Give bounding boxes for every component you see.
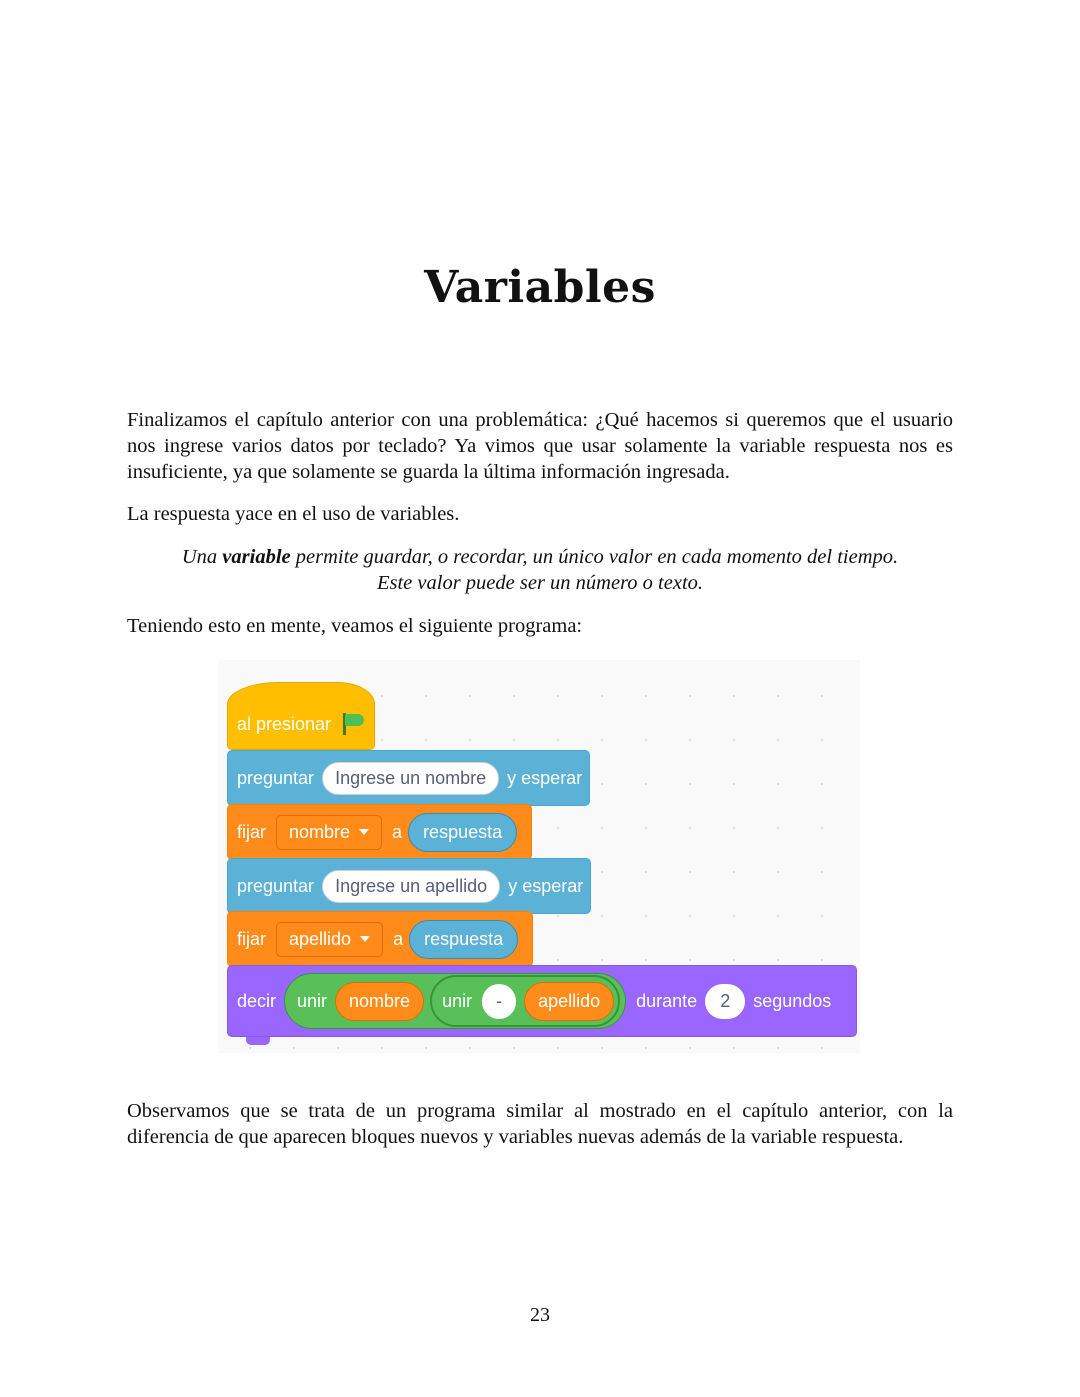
seconds-label: segundos: [753, 990, 832, 1011]
say-label: decir: [237, 990, 277, 1011]
block-bottom-notch: [246, 1037, 270, 1045]
quote-second-line: Este valor puede ser un número o texto.: [376, 572, 704, 594]
set-apellido-block[interactable]: [227, 911, 533, 967]
lead-in-paragraph: Teniendo esto en mente, veamos el siguiente programa:: [127, 615, 583, 637]
set-label: fijar: [237, 821, 267, 842]
set-nombre-block[interactable]: [227, 804, 532, 860]
definition-quote: [127, 544, 953, 596]
ask-surname-input[interactable]: Ingrese un apellido: [322, 870, 500, 903]
scratch-code-canvas: [218, 660, 860, 1053]
page-number: 23: [530, 1304, 550, 1326]
ask-suffix: y esperar: [508, 875, 584, 896]
join-label: unir: [297, 990, 328, 1011]
quote-keyword: variable: [222, 546, 291, 568]
hat-label: al presionar: [237, 714, 332, 734]
quote-text-end: permite guardar, o recordar, un único valor en cada momento del tiempo.: [290, 546, 899, 568]
variable-dropdown[interactable]: [276, 922, 383, 957]
join-operator-inner[interactable]: [430, 975, 620, 1027]
set-connector: a: [393, 928, 404, 949]
seconds-input[interactable]: 2: [705, 984, 745, 1019]
answer-reporter[interactable]: respuesta: [409, 920, 518, 959]
apellido-reporter[interactable]: apellido: [524, 982, 614, 1021]
closing-paragraph: Observamos que se trata de un programa similar al mostrado en el capítulo anterior, con la diferencia de que aparecen bloques nuevos y variables nuevas además de la variable respuesta.: [127, 1100, 953, 1148]
join-label: unir: [442, 990, 473, 1011]
set-label: fijar: [237, 928, 267, 949]
chevron-down-icon: [359, 829, 369, 835]
page-title: Variables: [424, 262, 656, 313]
answer-reporter[interactable]: respuesta: [408, 813, 517, 852]
ask-name-block[interactable]: [227, 750, 590, 806]
join-operator-outer[interactable]: [284, 973, 626, 1029]
duration-label: durante: [636, 990, 698, 1011]
separator-input[interactable]: -: [482, 984, 516, 1019]
green-flag-icon: [341, 713, 365, 735]
ask-suffix: y esperar: [507, 767, 583, 788]
quote-text-start: Una: [181, 546, 223, 568]
answer-paragraph: La respuesta yace en el uso de variables.: [127, 503, 460, 525]
nombre-reporter[interactable]: nombre: [335, 982, 424, 1021]
ask-label: preguntar: [237, 767, 315, 788]
intro-paragraph: Finalizamos el capítulo anterior con una problemática: ¿Qué hacemos si queremos que el usuario nos ingrese varios datos por teclado? Ya vimos que usar solamente la variable respuesta nos es insuficiente, ya que solamente se guarda la última información ingresada.: [127, 409, 953, 483]
set-connector: a: [392, 821, 403, 842]
ask-surname-block[interactable]: [227, 858, 591, 914]
variable-dropdown[interactable]: [276, 815, 382, 850]
chevron-down-icon: [360, 936, 370, 942]
variable-name: apellido: [289, 928, 352, 949]
ask-label: preguntar: [237, 875, 315, 896]
variable-name: nombre: [289, 821, 351, 842]
when-flag-clicked-block[interactable]: [227, 682, 375, 750]
say-for-seconds-block[interactable]: [227, 965, 857, 1037]
ask-name-input[interactable]: Ingrese un nombre: [322, 762, 499, 795]
